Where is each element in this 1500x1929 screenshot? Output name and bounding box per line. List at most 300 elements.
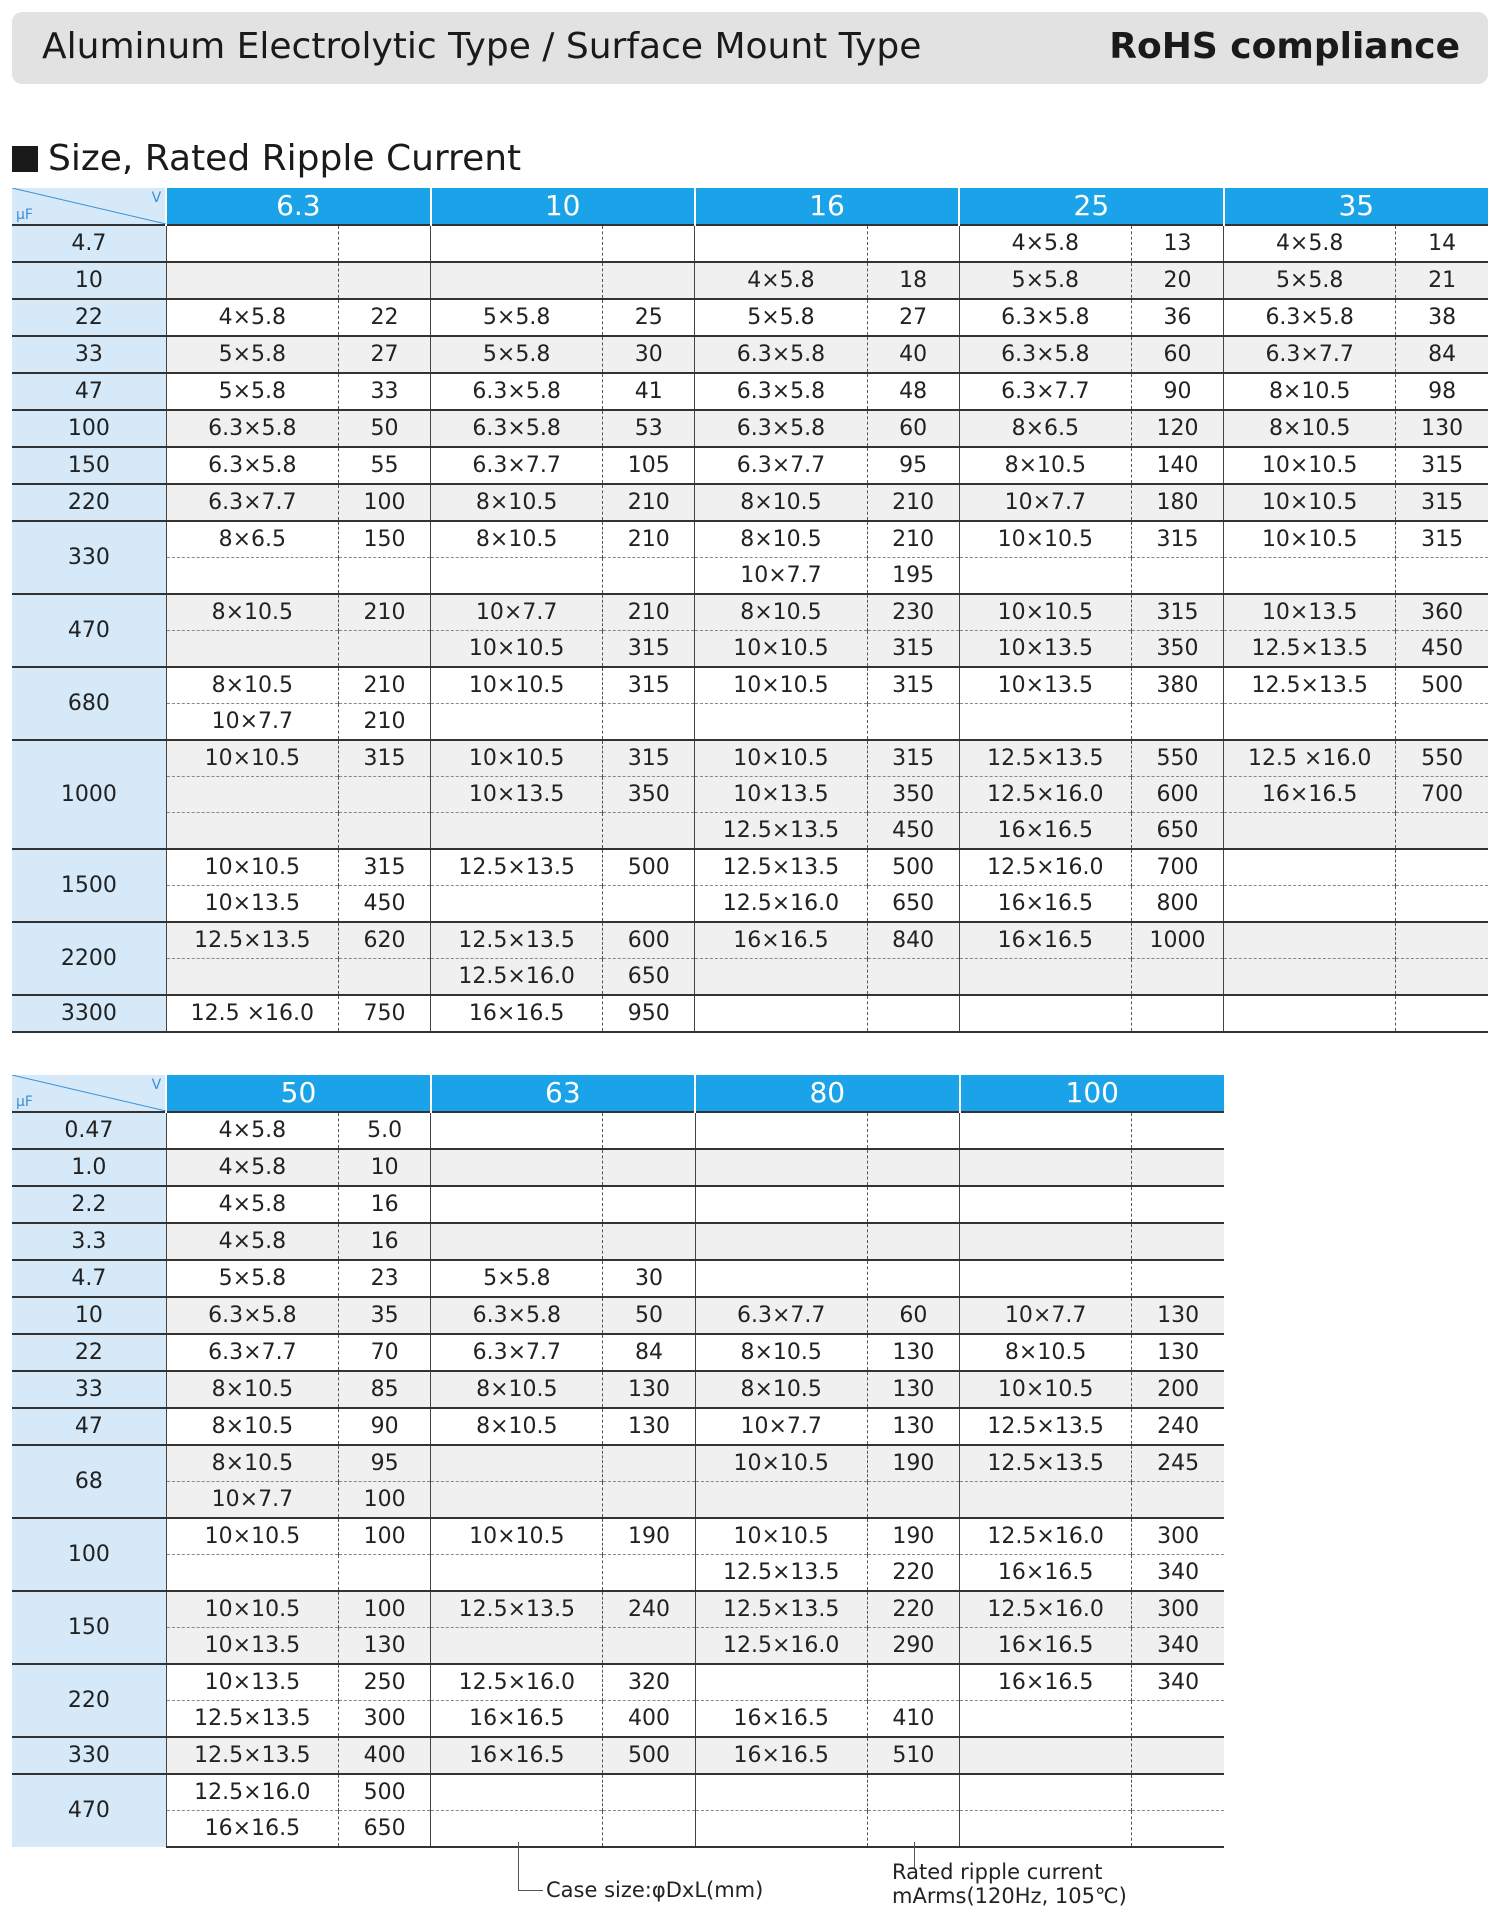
table-row	[12, 447, 1488, 484]
case-size-cell	[695, 1664, 867, 1701]
ripple-current-cell: 16	[339, 1186, 431, 1223]
table-row	[12, 558, 1488, 595]
table-row	[12, 1260, 1224, 1297]
ripple-current-cell: 41	[603, 373, 695, 410]
case-size-cell: 12.5×16.0	[960, 1591, 1132, 1628]
case-size-leader-line	[518, 1842, 543, 1891]
case-size-cell: 10×10.5	[166, 740, 338, 777]
case-size-cell: 4×5.8	[695, 262, 867, 299]
ripple-current-cell: 450	[338, 886, 430, 923]
table-row	[12, 1664, 1224, 1701]
case-size-cell	[959, 558, 1131, 595]
ripple-current-cell: 85	[339, 1371, 431, 1408]
ripple-current-cell: 300	[1132, 1591, 1224, 1628]
case-size-cell: 10×7.7	[431, 594, 603, 631]
case-size-cell: 16×16.5	[959, 886, 1131, 923]
ripple-current-cell	[867, 225, 959, 262]
ripple-note-line1: Rated ripple current	[892, 1860, 1103, 1884]
ripple-current-cell	[603, 262, 695, 299]
case-size-cell: 4×5.8	[1224, 225, 1396, 262]
ripple-current-cell	[1396, 959, 1488, 996]
case-size-cell: 4×5.8	[166, 1149, 338, 1186]
rohs-badge: RoHS compliance	[1109, 26, 1460, 67]
case-size-cell	[431, 1223, 603, 1260]
case-size-cell: 16×16.5	[431, 995, 603, 1032]
voltage-header: 80	[695, 1075, 959, 1112]
ripple-current-cell: 220	[867, 1591, 959, 1628]
ripple-current-cell: 700	[1131, 849, 1223, 886]
ripple-current-cell	[603, 225, 695, 262]
ripple-current-cell: 27	[867, 299, 959, 336]
ripple-current-cell: 130	[339, 1628, 431, 1665]
case-size-cell: 12.5×13.5	[431, 1591, 603, 1628]
case-size-cell	[431, 558, 603, 595]
table-row	[12, 484, 1488, 521]
ripple-current-cell: 50	[603, 1297, 695, 1334]
case-size-cell: 16×16.5	[695, 922, 867, 959]
ripple-current-cell	[603, 813, 695, 850]
capacitance-cell: 330	[12, 521, 166, 594]
case-size-note: Case size:φDxL(mm)	[546, 1878, 764, 1902]
ripple-current-cell: 210	[603, 521, 695, 558]
ripple-current-cell: 36	[1131, 299, 1223, 336]
ripple-current-cell: 210	[338, 594, 430, 631]
case-size-cell: 6.3×7.7	[166, 1334, 338, 1371]
case-size-cell	[166, 262, 338, 299]
case-size-cell: 16×16.5	[166, 1811, 338, 1848]
case-size-cell	[431, 1112, 603, 1149]
case-size-cell	[431, 704, 603, 741]
ripple-current-cell: 550	[1396, 740, 1488, 777]
case-size-cell: 10×10.5	[960, 1371, 1132, 1408]
capacitance-cell: 68	[12, 1445, 166, 1518]
ripple-current-cell	[1132, 1482, 1224, 1519]
case-size-cell	[695, 225, 867, 262]
case-size-cell	[431, 1774, 603, 1811]
table-row	[12, 1591, 1224, 1628]
case-size-cell: 5×5.8	[166, 336, 338, 373]
ripple-current-cell	[867, 1186, 959, 1223]
ripple-current-cell	[1396, 995, 1488, 1032]
ripple-current-cell: 130	[1132, 1297, 1224, 1334]
case-size-cell	[1224, 558, 1396, 595]
ripple-current-cell: 500	[603, 1737, 695, 1774]
case-size-cell: 10×10.5	[166, 1591, 338, 1628]
diagonal-divider-icon	[12, 188, 166, 224]
ripple-current-cell: 84	[603, 1334, 695, 1371]
table-row	[12, 777, 1488, 813]
case-size-cell	[431, 1482, 603, 1519]
ripple-current-cell: 550	[1131, 740, 1223, 777]
capacitance-cell: 330	[12, 1737, 166, 1774]
ripple-current-cell: 380	[1131, 667, 1223, 704]
document-title: Aluminum Electrolytic Type / Surface Mount Type	[42, 26, 922, 67]
case-size-cell: 8×6.5	[166, 521, 338, 558]
case-size-cell: 16×16.5	[431, 1701, 603, 1738]
table-row	[12, 1112, 1224, 1149]
case-size-cell: 6.3×5.8	[959, 299, 1131, 336]
ripple-current-cell: 35	[339, 1297, 431, 1334]
case-size-cell	[431, 1186, 603, 1223]
ripple-current-cell: 190	[867, 1518, 959, 1555]
capacitance-cell: 4.7	[12, 1260, 166, 1297]
case-size-cell: 6.3×5.8	[166, 1297, 338, 1334]
voltage-header: 10	[431, 188, 695, 225]
case-size-cell: 10×10.5	[431, 631, 603, 668]
capacitance-cell: 680	[12, 667, 166, 740]
section-heading	[12, 138, 521, 179]
ripple-current-cell: 5.0	[339, 1112, 431, 1149]
capacitance-cell: 1500	[12, 849, 166, 922]
case-size-cell: 16×16.5	[695, 1737, 867, 1774]
table-row	[12, 1445, 1224, 1482]
table-row	[12, 704, 1488, 741]
case-size-cell: 8×10.5	[695, 594, 867, 631]
case-size-cell: 10×13.5	[959, 631, 1131, 668]
case-size-cell: 6.3×5.8	[1224, 299, 1396, 336]
ripple-current-cell: 240	[603, 1591, 695, 1628]
case-size-cell	[431, 1445, 603, 1482]
case-size-cell	[960, 1223, 1132, 1260]
ripple-current-cell: 315	[1396, 521, 1488, 558]
table-row	[12, 373, 1488, 410]
case-size-cell: 6.3×7.7	[431, 447, 603, 484]
ripple-current-cell: 95	[339, 1445, 431, 1482]
table-row	[12, 1811, 1224, 1848]
capacitance-cell: 10	[12, 1297, 166, 1334]
case-size-cell: 12.5×16.0	[695, 1628, 867, 1665]
ripple-current-cell	[1132, 1701, 1224, 1738]
case-size-cell: 8×10.5	[166, 1371, 338, 1408]
case-size-cell	[695, 1223, 867, 1260]
ripple-current-cell	[1131, 995, 1223, 1032]
case-size-cell: 6.3×7.7	[1224, 336, 1396, 373]
header-banner	[12, 12, 1488, 84]
ripple-current-cell: 315	[1396, 447, 1488, 484]
ripple-current-cell: 70	[339, 1334, 431, 1371]
ripple-current-cell: 650	[867, 886, 959, 923]
capacitance-cell: 0.47	[12, 1112, 166, 1149]
capacitance-cell: 100	[12, 410, 166, 447]
ripple-current-cell: 400	[339, 1737, 431, 1774]
ripple-current-cell	[603, 1112, 695, 1149]
voltage-header: 63	[431, 1075, 695, 1112]
capacitance-cell: 470	[12, 1774, 166, 1847]
case-size-cell	[959, 995, 1131, 1032]
table-row	[12, 667, 1488, 704]
case-size-cell: 6.3×7.7	[166, 484, 338, 521]
ripple-current-cell	[1132, 1149, 1224, 1186]
ripple-current-cell: 130	[1132, 1334, 1224, 1371]
case-size-cell: 10×10.5	[431, 1518, 603, 1555]
case-size-cell: 16×16.5	[960, 1628, 1132, 1665]
case-size-cell: 12.5×13.5	[1224, 667, 1396, 704]
ripple-current-cell: 210	[603, 484, 695, 521]
capacitance-cell: 47	[12, 373, 166, 410]
capacitance-cell: 3.3	[12, 1223, 166, 1260]
case-size-cell	[1224, 886, 1396, 923]
ripple-current-cell: 450	[867, 813, 959, 850]
ripple-current-cell: 315	[867, 667, 959, 704]
case-size-cell: 16×16.5	[960, 1555, 1132, 1592]
case-size-cell: 10×7.7	[166, 704, 338, 741]
case-size-cell	[695, 1482, 867, 1519]
unit-corner-cell	[12, 1075, 166, 1112]
capacitance-cell: 150	[12, 447, 166, 484]
ripple-current-cell: 290	[867, 1628, 959, 1665]
case-size-cell: 6.3×5.8	[166, 447, 338, 484]
ripple-current-cell: 510	[867, 1737, 959, 1774]
capacitance-cell: 1.0	[12, 1149, 166, 1186]
ripple-current-cell	[867, 704, 959, 741]
ripple-current-cell	[1132, 1811, 1224, 1848]
ripple-current-cell	[338, 558, 430, 595]
ripple-current-cell: 315	[1131, 594, 1223, 631]
ripple-current-cell: 100	[339, 1518, 431, 1555]
case-size-cell: 10×10.5	[695, 1445, 867, 1482]
case-size-cell: 10×7.7	[960, 1297, 1132, 1334]
ripple-current-cell: 210	[867, 521, 959, 558]
case-size-cell: 16×16.5	[959, 813, 1131, 850]
ripple-current-cell	[1132, 1223, 1224, 1260]
ripple-table-high-voltage	[12, 1075, 1224, 1848]
case-size-cell: 12.5×13.5	[695, 849, 867, 886]
table-row	[12, 813, 1488, 850]
ripple-current-cell: 500	[1396, 667, 1488, 704]
case-size-cell	[960, 1701, 1132, 1738]
ripple-current-cell: 16	[339, 1223, 431, 1260]
case-size-cell: 10×7.7	[695, 1408, 867, 1445]
case-size-cell	[166, 225, 338, 262]
ripple-current-cell: 30	[603, 336, 695, 373]
case-size-cell: 12.5×13.5	[695, 813, 867, 850]
ripple-current-cell	[603, 1555, 695, 1592]
table-row	[12, 1334, 1224, 1371]
ripple-current-cell: 245	[1132, 1445, 1224, 1482]
unit-corner-cell	[12, 188, 166, 225]
case-size-cell: 6.3×7.7	[431, 1334, 603, 1371]
case-size-cell: 8×10.5	[166, 1445, 338, 1482]
case-size-cell	[960, 1149, 1132, 1186]
ripple-current-cell: 1000	[1131, 922, 1223, 959]
case-size-cell: 5×5.8	[166, 1260, 338, 1297]
ripple-current-cell: 50	[338, 410, 430, 447]
case-size-cell: 5×5.8	[431, 299, 603, 336]
ripple-current-cell: 300	[339, 1701, 431, 1738]
case-size-cell: 10×10.5	[695, 667, 867, 704]
ripple-current-cell: 195	[867, 558, 959, 595]
case-size-cell	[695, 959, 867, 996]
case-size-cell	[166, 558, 338, 595]
case-size-cell: 12.5×16.0	[431, 1664, 603, 1701]
case-size-cell: 10×10.5	[431, 667, 603, 704]
case-size-cell: 5×5.8	[431, 1260, 603, 1297]
case-size-cell: 12.5×16.0	[166, 1774, 338, 1811]
case-size-cell: 8×10.5	[695, 521, 867, 558]
capacitance-cell: 2200	[12, 922, 166, 995]
table-row	[12, 849, 1488, 886]
case-size-cell	[431, 813, 603, 850]
case-size-cell: 5×5.8	[431, 336, 603, 373]
ripple-current-cell: 230	[867, 594, 959, 631]
case-size-cell: 12.5 ×16.0	[166, 995, 338, 1032]
case-size-cell: 12.5×13.5	[695, 1591, 867, 1628]
case-size-cell: 6.3×5.8	[695, 373, 867, 410]
case-size-cell: 4×5.8	[166, 1112, 338, 1149]
case-size-cell	[695, 995, 867, 1032]
capacitance-cell: 10	[12, 262, 166, 299]
ripple-current-cell	[1396, 849, 1488, 886]
ripple-current-cell: 48	[867, 373, 959, 410]
ripple-current-cell: 130	[867, 1371, 959, 1408]
ripple-current-cell: 130	[1396, 410, 1488, 447]
case-size-cell: 12.5×16.0	[959, 777, 1131, 813]
ripple-current-cell: 100	[339, 1482, 431, 1519]
case-size-cell: 12.5×13.5	[431, 922, 603, 959]
ripple-current-cell: 60	[867, 1297, 959, 1334]
case-size-cell	[695, 1260, 867, 1297]
ripple-current-cell	[867, 1664, 959, 1701]
ripple-current-cell: 400	[603, 1701, 695, 1738]
case-size-cell: 10×13.5	[431, 777, 603, 813]
ripple-current-cell	[1396, 704, 1488, 741]
ripple-current-cell	[603, 1223, 695, 1260]
case-size-cell: 10×10.5	[695, 631, 867, 668]
case-size-cell: 10×10.5	[431, 740, 603, 777]
table-row	[12, 922, 1488, 959]
ripple-current-cell: 250	[339, 1664, 431, 1701]
ripple-current-cell: 30	[603, 1260, 695, 1297]
case-size-cell: 10×10.5	[695, 1518, 867, 1555]
ripple-current-cell: 315	[867, 631, 959, 668]
ripple-current-cell: 60	[1131, 336, 1223, 373]
case-size-cell: 4×5.8	[166, 1186, 338, 1223]
case-size-cell	[166, 959, 338, 996]
ripple-current-cell	[1131, 704, 1223, 741]
case-size-cell	[431, 1811, 603, 1848]
case-size-cell	[166, 777, 338, 813]
ripple-table-low-voltage	[12, 188, 1488, 1033]
case-size-cell: 8×10.5	[695, 484, 867, 521]
ripple-current-cell: 315	[867, 740, 959, 777]
ripple-current-cell: 130	[867, 1408, 959, 1445]
ripple-current-cell	[1132, 1260, 1224, 1297]
capacitance-cell: 33	[12, 1371, 166, 1408]
table-row	[12, 1628, 1224, 1665]
capacitance-cell: 47	[12, 1408, 166, 1445]
voltage-header: 16	[695, 188, 959, 225]
case-size-cell: 5×5.8	[1224, 262, 1396, 299]
table-row	[12, 1223, 1224, 1260]
ripple-current-cell: 38	[1396, 299, 1488, 336]
ripple-current-cell: 410	[867, 1701, 959, 1738]
case-size-cell: 4×5.8	[166, 299, 338, 336]
ripple-current-cell	[1132, 1112, 1224, 1149]
table-row	[12, 225, 1488, 262]
ripple-current-cell: 100	[339, 1591, 431, 1628]
table-row	[12, 1149, 1224, 1186]
case-size-cell: 8×10.5	[960, 1334, 1132, 1371]
ripple-current-cell: 750	[338, 995, 430, 1032]
ripple-current-cell	[338, 959, 430, 996]
case-size-cell: 12.5×16.0	[695, 886, 867, 923]
case-size-cell	[431, 1628, 603, 1665]
case-size-cell: 12.5×13.5	[960, 1445, 1132, 1482]
capacitance-cell: 22	[12, 299, 166, 336]
ripple-current-cell: 500	[603, 849, 695, 886]
case-size-cell: 12.5×13.5	[431, 849, 603, 886]
ripple-current-cell: 700	[1396, 777, 1488, 813]
case-size-cell: 6.3×5.8	[431, 373, 603, 410]
ripple-current-cell: 25	[603, 299, 695, 336]
ripple-current-cell: 120	[1131, 410, 1223, 447]
ripple-current-cell: 500	[339, 1774, 431, 1811]
ripple-current-cell: 840	[867, 922, 959, 959]
case-size-cell: 10×10.5	[166, 849, 338, 886]
ripple-current-cell	[338, 813, 430, 850]
case-size-cell: 8×10.5	[959, 447, 1131, 484]
ripple-current-cell: 650	[603, 959, 695, 996]
ripple-current-cell: 190	[603, 1518, 695, 1555]
ripple-current-cell: 20	[1131, 262, 1223, 299]
ripple-current-cell	[603, 1628, 695, 1665]
ripple-current-cell: 315	[338, 849, 430, 886]
ripple-current-cell: 320	[603, 1664, 695, 1701]
ripple-note-line2: mArms(120Hz, 105℃)	[892, 1884, 1127, 1908]
case-size-cell: 10×13.5	[695, 777, 867, 813]
case-size-cell: 12.5×16.0	[959, 849, 1131, 886]
case-size-cell: 16×16.5	[959, 922, 1131, 959]
ripple-current-cell: 130	[867, 1334, 959, 1371]
ripple-current-cell	[1132, 1186, 1224, 1223]
case-size-cell: 8×10.5	[431, 521, 603, 558]
case-size-cell	[166, 813, 338, 850]
case-size-cell: 12.5×16.0	[431, 959, 603, 996]
ripple-current-cell: 22	[338, 299, 430, 336]
ripple-current-cell: 100	[338, 484, 430, 521]
table-row	[12, 1482, 1224, 1519]
case-size-cell: 10×10.5	[1224, 521, 1396, 558]
case-size-cell	[960, 1737, 1132, 1774]
voltage-header: 100	[960, 1075, 1225, 1112]
voltage-header: 25	[959, 188, 1223, 225]
case-size-cell: 8×10.5	[431, 1371, 603, 1408]
case-size-cell	[960, 1482, 1132, 1519]
table-row	[12, 1701, 1224, 1738]
case-size-cell: 8×10.5	[1224, 373, 1396, 410]
case-size-cell: 10×10.5	[1224, 484, 1396, 521]
case-size-cell: 5×5.8	[959, 262, 1131, 299]
case-size-cell: 6.3×7.7	[695, 447, 867, 484]
capacitance-cell: 4.7	[12, 225, 166, 262]
case-size-cell: 10×10.5	[1224, 447, 1396, 484]
case-size-cell: 12.5 ×16.0	[1224, 740, 1396, 777]
ripple-current-cell	[867, 1774, 959, 1811]
ripple-current-cell	[603, 1774, 695, 1811]
ripple-current-cell	[338, 777, 430, 813]
ripple-current-cell: 23	[339, 1260, 431, 1297]
ripple-current-cell	[339, 1555, 431, 1592]
case-size-cell	[1224, 922, 1396, 959]
ripple-current-cell	[1396, 558, 1488, 595]
ripple-current-cell	[338, 262, 430, 299]
ripple-current-cell	[1132, 1774, 1224, 1811]
ripple-current-cell: 98	[1396, 373, 1488, 410]
ripple-current-cell: 90	[339, 1408, 431, 1445]
table-row	[12, 886, 1488, 923]
ripple-current-cell: 14	[1396, 225, 1488, 262]
case-size-cell: 6.3×7.7	[959, 373, 1131, 410]
